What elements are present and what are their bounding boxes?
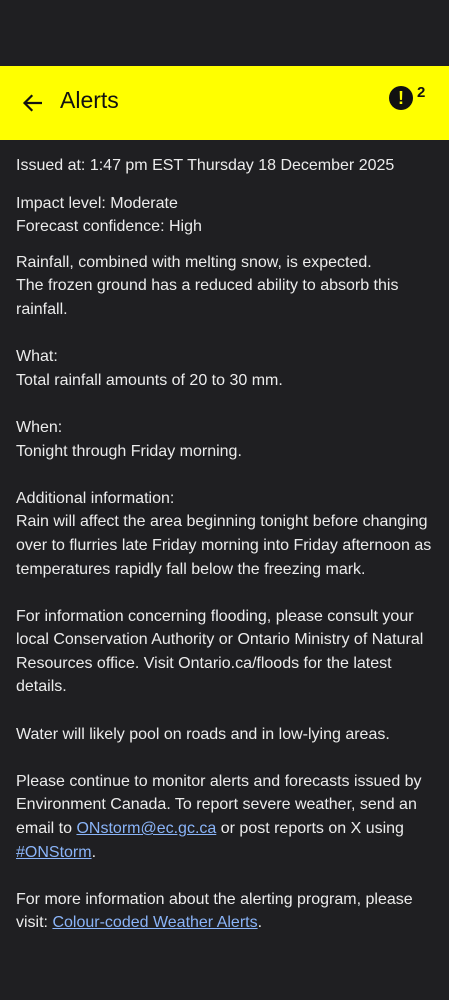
- when-text: Tonight through Friday morning.: [16, 442, 242, 460]
- weather-alerts-link[interactable]: Colour-coded Weather Alerts: [52, 914, 258, 932]
- hashtag-link[interactable]: #ONStorm: [16, 843, 92, 861]
- alert-count: 2: [417, 84, 426, 101]
- impact-level: Impact level: Moderate: [16, 194, 178, 212]
- what-text: Total rainfall amounts of 20 to 30 mm.: [16, 371, 283, 389]
- arrow-left-icon: [22, 94, 42, 112]
- additional-heading: Additional information:: [16, 489, 175, 507]
- monitor-paragraph: [16, 770, 433, 864]
- forecast-confidence: Forecast confidence: High: [16, 218, 202, 236]
- monitor-text-3: .: [91, 843, 97, 861]
- alert-details: [0, 140, 449, 935]
- alerts-badge-button[interactable]: [389, 86, 425, 110]
- flooding-text: For information concerning flooding, please consult your local Conservation Authority or Ontario Ministry of Natural Resources office. Visit Ontario.ca/floods for the latest details.: [16, 607, 424, 696]
- monitor-text-1: Please continue to monitor alerts and forecasts issued by Environment Canada. To report severe weather, send an email to: [16, 772, 422, 838]
- issued-at: Issued at: 1:47 pm EST Thursday 18 December 2025: [16, 157, 395, 174]
- app-bar: [0, 66, 449, 140]
- back-button[interactable]: [20, 91, 44, 115]
- summary-line-2: The frozen ground has a reduced ability to absorb this rainfall.: [16, 277, 399, 318]
- exclamation-icon: !: [389, 86, 413, 110]
- pooling-text: Water will likely pool on roads and in low-lying areas.: [16, 725, 390, 743]
- summary-line-1: Rainfall, combined with melting snow, is expected.: [16, 253, 372, 271]
- email-link[interactable]: ONstorm@ec.gc.ca: [76, 820, 217, 838]
- additional-text: Rain will affect the area beginning tonight before changing over to flurries late Friday morning into Friday afternoon as temperatures rapidly fall below the freezing mark.: [16, 513, 432, 578]
- monitor-text-2: or post reports on X using: [216, 820, 404, 838]
- program-text-2: .: [257, 914, 263, 932]
- program-paragraph: [16, 888, 433, 935]
- page-title: Alerts: [60, 87, 119, 113]
- when-heading: When:: [16, 418, 63, 436]
- what-heading: What:: [16, 348, 58, 366]
- status-bar: [0, 0, 449, 66]
- program-text-1: For more information about the alerting program, please visit:: [16, 890, 413, 932]
